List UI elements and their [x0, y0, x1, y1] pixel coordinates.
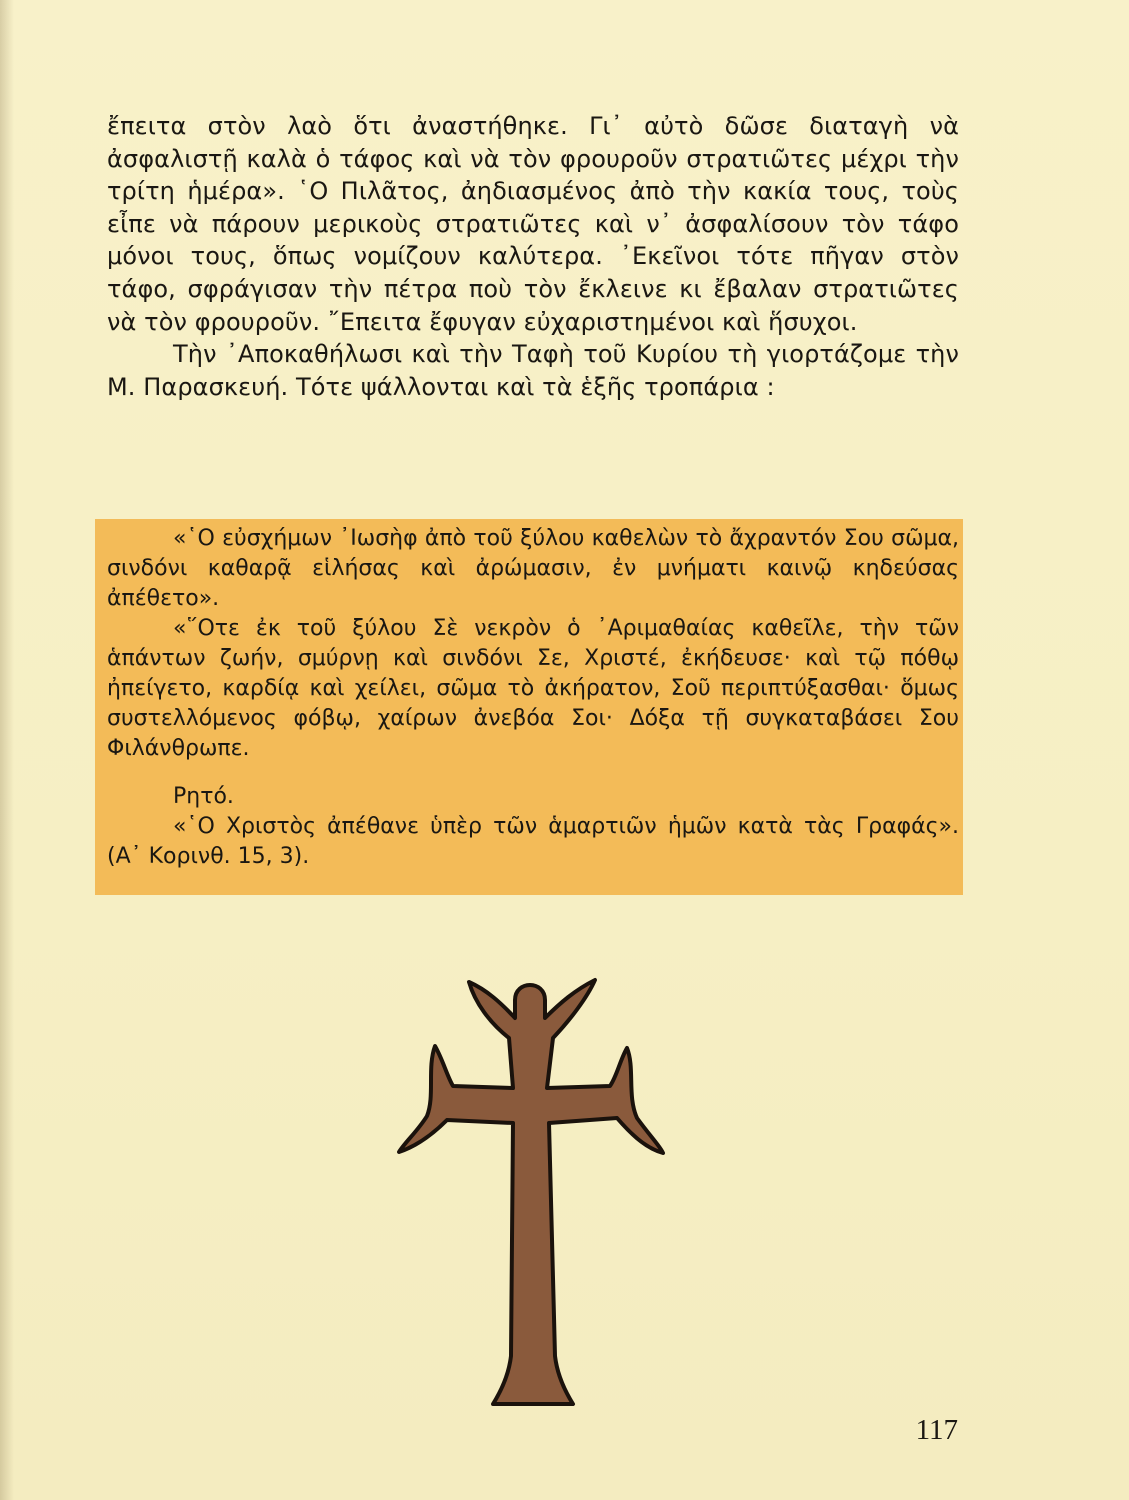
troparion-2: «῞Οτε ἐκ τοῦ ξύλου Σὲ νεκρὸν ὁ ᾿Αριμαθαίας καθεῖλε, τὴν τῶν ἁπάντων ζωήν, σμύρνῃ καὶ σινδόνι Σε, Χριστέ, ἐκήδευσε· καὶ τῷ πόθῳ ἠπείγετο, καρδίᾳ καὶ χείλει, σῶμα τὸ ἀκήρατον, Σοῦ περιπτύξασθαι· ὅμως συστελλόμενος φόβῳ, χαίρων ἀνεβόα Σοι· Δόξα τῇ συγκαταβάσει Σου Φιλάνθρωπε. [107, 616, 959, 761]
page-number: 117 [915, 1414, 958, 1446]
page-edge-shadow [0, 0, 14, 1500]
paragraph-1: ἔπειτα στὸν λαὸ ὅτι ἀναστήθηκε. Γι᾿ αὐτὸ δῶσε διαταγὴ νὰ ἀσφαλιστῇ καλὰ ὁ τάφος καὶ νὰ τὸν φρουροῦν στρατιῶτες μέχρι τὴν τρίτη ἡμέρα». ῾Ο Πιλᾶτος, ἀηδιασμένος ἀπὸ τὴν κακία τους, τοὺς εἶπε νὰ πάρουν μερικοὺς στρατιῶτες καὶ ν᾿ ἀσφαλίσουν τὸν τάφο μόνοι τους, ὅπως νομίζουν καλύτερα. ᾿Εκεῖνοι τότε πῆγαν στὸν τάφο, σφράγισαν τὴν πέτρα ποὺ τὸν ἔκλεινε κι ἔβαλαν στρατιῶτες νὰ τὸν φρουροῦν. ῎Επειτα ἔφυγαν εὐχαριστημένοι καὶ ἥσυχοι. [107, 112, 959, 336]
verse-text: «῾Ο Χριστὸς ἀπέθανε ὑπὲρ τῶν ἁμαρτιῶν ἡμῶν κατὰ τὰς Γραφάς». (Α᾿ Κορινθ. 15, 3). [107, 814, 959, 869]
cross-icon [395, 968, 670, 1408]
paragraph-2: Τὴν ᾿Αποκαθήλωσι καὶ τὴν Ταφὴ τοῦ Κυρίου τὴ γιορτάζομε τὴν Μ. Παρασκευή. Τότε ψάλλονται καὶ τὰ ἑξῆς τροπάρια : [107, 340, 959, 401]
main-text-block [107, 110, 959, 403]
verse-label: Ρητό. [173, 784, 234, 809]
troparion-1: «῾Ο εὐσχήμων ᾿Ιωσὴφ ἀπὸ τοῦ ξύλου καθελὼν τὸ ἄχραντόν Σου σῶμα, σινδόνι καθαρᾷ εἱλήσας καὶ ἀρώμασιν, ἐν μνήματι καινῷ κηδεύσας ἀπέθετο». [107, 526, 959, 611]
hymns-block [107, 524, 959, 872]
